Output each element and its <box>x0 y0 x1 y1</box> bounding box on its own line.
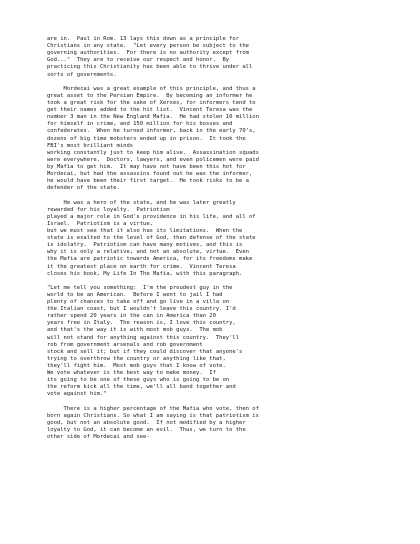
text-line: why it is only a relative, and not an absolute, virtue. Even <box>47 249 249 256</box>
text-line: but we must see that it also has its limitations. When the <box>47 227 243 234</box>
text-line: Christians in any state. "Let every person be subject to the <box>47 43 249 50</box>
text-line: played a major role in God's providence in his life, and all of <box>47 213 256 220</box>
text-line: world to be an American. Before I went to jail I had <box>47 291 223 298</box>
text-line: defender of the state. <box>47 185 120 192</box>
paragraph-gap <box>47 192 387 199</box>
text-line: FBI's most brilliant minds <box>47 142 134 149</box>
text-line: will not stand for anything against this country. They'll <box>47 334 240 341</box>
text-line: state is exalted to the level of God, then defense of the state <box>47 235 256 242</box>
text-line: dozens of big time mobsters ended up in prison. It took the <box>47 135 246 142</box>
text-line: they'll fight him. Most mob guys that I know of vote. <box>47 363 226 370</box>
text-line: Mordecai was a great example of this principle, and thus a <box>47 85 256 92</box>
text-line: years free in Italy. The reason is, I love this country, <box>47 320 236 327</box>
text-line: "Let me tell you something: I'm the proudest guy in the <box>47 284 233 291</box>
text-line: governing authorities. For there is no authority except from <box>47 50 249 57</box>
paragraph-gap <box>47 79 387 86</box>
text-line: There is a higher percentage of the Mafia who vote, then of <box>47 405 259 412</box>
text-line: it the greatest place on earth for crime. Vincent Teresa <box>47 263 236 270</box>
text-line: were everywhere. Doctors, lawyers, and even policemen were paid <box>47 156 259 163</box>
text-line: vote against him." <box>47 391 107 398</box>
text-line: other side of Mordecai and see- <box>47 434 150 441</box>
text-line: God..." They are to receive our respect and honor. By <box>47 57 230 64</box>
text-line: the Mafia are patriotic towards America, for its freedoms make <box>47 256 253 263</box>
text-line: the Italian coast, but I wouldn't leave this country. I'd <box>47 306 236 313</box>
text-line: He was a hero of the state, and he was later greatly <box>47 199 236 206</box>
text-line: Mordecai, but had the assassins found out he was the informer, <box>47 171 253 178</box>
text-line: plenty of chances to take off and go live in a villa on <box>47 299 230 306</box>
text-line: are in. Paul in Rom. 13 lays this down as a principle for <box>47 36 240 42</box>
paragraph-gap <box>47 278 387 285</box>
text-line: great asset to the Persian Empire. By becoming an informer he <box>47 92 253 99</box>
paragraph <box>47 406 387 442</box>
text-line: he would have been their first target. He took risks to be a <box>47 178 249 185</box>
paragraph <box>47 200 387 278</box>
text-line: is idolatry. Patriotism can have many motives, and this is <box>47 242 243 249</box>
text-line: rob from government arsenals and rob government <box>47 341 203 348</box>
text-line: took a great risk for the sake of Xerxes, for informers tend to <box>47 99 256 106</box>
text-line: Israel. Patriotism is a virtue, <box>47 220 153 227</box>
text-line: by Mafia to get him. It may have not have been this hot for <box>47 163 246 170</box>
text-line: for himself in crime, and 150 million for his bosses and <box>47 121 233 128</box>
text-line: confederates. When he turned informer, back in the early 70's, <box>47 128 256 135</box>
text-line: rather spend 20 years in the can in America than 20 <box>47 313 216 320</box>
text-line: stock and sell it; but if they could discover that anyone's <box>47 348 243 355</box>
text-line: practicing this Christianity has been able to thrive under all <box>47 64 253 71</box>
text-line: get their names added to the hit list. Vincent Teresa was the <box>47 107 253 114</box>
paragraph <box>47 285 387 399</box>
paragraph <box>47 36 387 79</box>
text-line: its going to be one of these guys who is going to be on <box>47 377 230 384</box>
text-line: sorts of governments. <box>47 71 117 78</box>
text-line: loyalty to God, it can become an evil. Thus, we turn to the <box>47 427 246 434</box>
text-line: number 3 man in the New England Mafia. He had stolen 10 million <box>47 114 259 121</box>
paragraph <box>47 86 387 193</box>
text-line: born again Christians. So what I am saying is that patriotism is <box>47 412 259 419</box>
text-line: and that's the way it is with most mob guys. The mob <box>47 327 223 334</box>
text-line: the reform kick all the time, we'll all band together and <box>47 384 236 391</box>
text-line: closes his book, My Life In The Mafia, with this paragraph. <box>47 270 243 277</box>
text-line: good, but not an absolute good. If not modified by a higher <box>47 419 246 426</box>
text-line: working constantly just to keep him alive. Assassination squads <box>47 149 259 156</box>
text-line: rewarded for his loyalty. Patriotism <box>47 206 170 213</box>
text-line: trying to overthrow the country or anything like that, <box>47 355 226 362</box>
document-page <box>47 36 387 441</box>
paragraph-gap <box>47 399 387 406</box>
text-line: We vote whatever is the best way to make money. If <box>47 370 216 377</box>
